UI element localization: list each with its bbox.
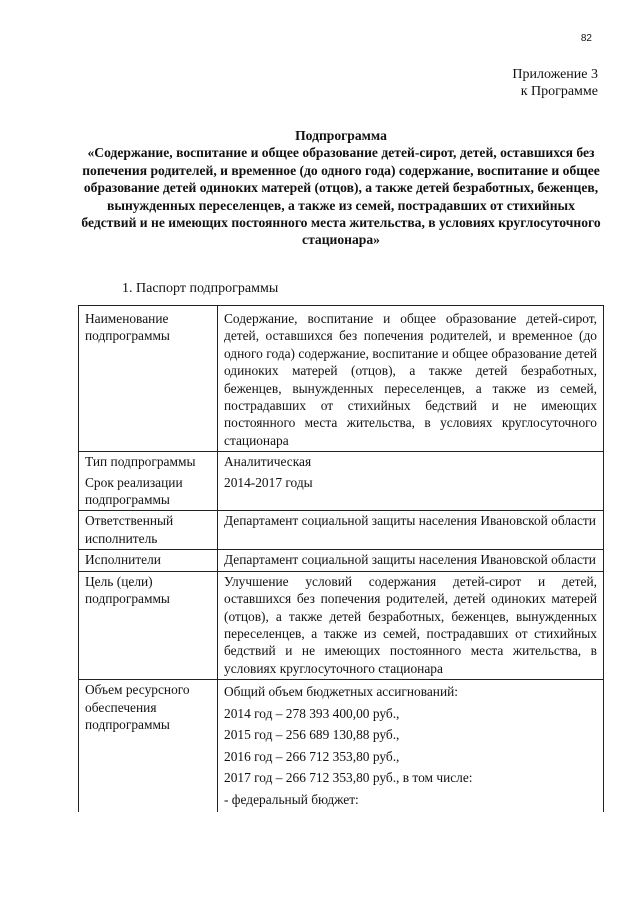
table-row: [79, 550, 604, 571]
funding-line: 2017 год – 266 712 353,80 руб., в том числе:: [224, 770, 473, 786]
row-value-executors: Департамент социальной защиты населения Ивановской области: [218, 550, 604, 571]
funding-line: Общий объем бюджетных ассигнований:: [224, 684, 459, 700]
page-number: 82: [580, 33, 592, 44]
row-label-executors: Исполнители: [79, 550, 218, 571]
table-row: [79, 680, 604, 813]
title-line-1: Подпрограмма: [295, 128, 387, 143]
table-row: [79, 452, 604, 473]
row-value-type: Аналитическая: [218, 452, 604, 473]
funding-line: 2015 год – 256 689 130,88 руб.,: [224, 727, 400, 743]
subprogram-title: [78, 127, 604, 249]
passport-table: [78, 305, 604, 812]
row-label-name: Наименование подпрограммы: [79, 306, 218, 452]
row-value-name: Содержание, воспитание и общее образование детей-сирот, детей, оставшихся без попечения родителей, и временное (до одного года) содержание, воспитание и общее образование детей одиноких матерей (отцов), а также детей безработных, беженцев, вынужденных переселенцев, а также из семей, пострадавших от стихийных бедствий и не имеющих постоянного места жительства, в условиях круглосуточного стационара: [218, 306, 604, 452]
table-row: [79, 306, 604, 452]
table-row: [79, 511, 604, 550]
row-label-responsible: Ответственный исполнитель: [79, 511, 218, 550]
appendix-line-1: Приложение 3: [512, 67, 598, 82]
row-label-goal: Цель (цели) подпрограммы: [79, 571, 218, 679]
row-value-goal: Улучшение условий содержания детей-сирот и детей, оставшихся без попечения родителей, детей одиноких матерей (отцов), а также детей безработных, беженцев, вынужденных переселенцев, а также из семей, пострадавших от стихийных бедствий и не имеющих постоянного места жительства, в условиях круглосуточного стационара: [218, 571, 604, 679]
funding-line: 2014 год – 278 393 400,00 руб.,: [224, 705, 400, 721]
funding-line: - федеральный бюджет:: [224, 791, 359, 807]
funding-line: 2016 год – 266 712 353,80 руб.,: [224, 748, 400, 764]
title-line-2: «Содержание, воспитание и общее образование детей-сирот, детей, оставшихся без попечения родителей, и временное (до одного года) содержание, воспитание и общее образование детей одиноких матерей (отцов), а также детей безработных, беженцев, вынужденных переселенцев, а также из семей, пострадавших от стихийных бедствий и не имеющих постоянного места жительства, в условиях круглосуточного стационара»: [81, 145, 601, 248]
table-row: [79, 473, 604, 511]
row-value-funding: [218, 680, 604, 813]
row-label-funding: Объем ресурсного обеспечения подпрограммы: [79, 680, 218, 813]
row-value-period: 2014-2017 годы: [218, 473, 604, 511]
table-row: [79, 571, 604, 679]
appendix-reference: [512, 66, 598, 100]
row-label-period: Срок реализации подпрограммы: [79, 473, 218, 511]
section-heading: 1. Паспорт подпрограммы: [122, 281, 279, 296]
row-label-type: Тип подпрограммы: [79, 452, 218, 473]
appendix-line-2: к Программе: [520, 84, 598, 99]
row-value-responsible: Департамент социальной защиты населения Ивановской области: [218, 511, 604, 550]
